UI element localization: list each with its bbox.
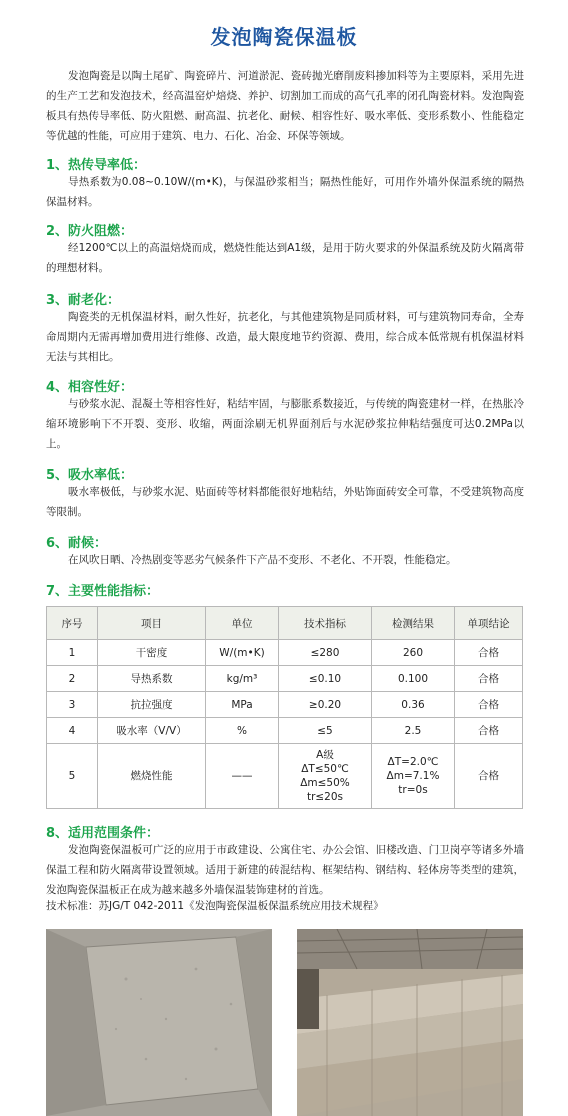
section-text-5: 吸水率极低，与砂浆水泥、贴面砖等材料都能很好地粘结，外贴饰面砖安全可靠，不受建筑物高度等限制。 <box>46 486 524 518</box>
cell-result: 2.5 <box>372 718 455 744</box>
cell-index: 5 <box>47 744 98 809</box>
col-header-conclusion: 单项结论 <box>455 607 523 640</box>
cell-spec: ≤5 <box>279 718 372 744</box>
section-text-6: 在风吹日晒、冷热剧变等恶劣气候条件下产品不变形、不老化、不开裂，性能稳定。 <box>68 554 457 566</box>
cell-spec: ≥0.20 <box>279 692 372 718</box>
cell-item: 燃烧性能 <box>98 744 206 809</box>
section-text-8: 发泡陶瓷保温板可广泛的应用于市政建设、公寓住宅、办公会馆、旧楼改造、门卫岗亭等诸多外墙保温工程和防火隔离带设置领域。适用于新建的砖混结构、框架结构、钢结构、轻体房等类型的建筑，发泡陶瓷保温板正在成为越来越多外墙保温装饰建材的首选。 <box>46 844 524 896</box>
cell-conclusion: 合格 <box>455 692 523 718</box>
cell-index: 4 <box>47 718 98 744</box>
cell-spec: ≤0.10 <box>279 666 372 692</box>
product-board-image <box>46 929 272 1116</box>
technical-standard: 技术标准：苏JG/T 042-2011《发泡陶瓷保温板保温系统应用技术规程》 <box>46 900 384 912</box>
table-row <box>47 666 523 692</box>
cell-conclusion: 合格 <box>455 718 523 744</box>
section-text-3: 陶瓷类的无机保温材料，耐久性好，抗老化，与其他建筑物是同质材料，可与建筑物同寿命，全寿命周期内无需再增加费用进行维修、改造，最大限度地节约资源、费用，综合成本低常规有机保温材料无法与其相比。 <box>46 311 524 363</box>
section-heading-1: 1、热传导率低： <box>46 158 147 173</box>
cell-item: 干密度 <box>98 640 206 666</box>
section-text-4: 与砂浆水泥、混凝土等相容性好，粘结牢固，与膨胀系数接近，与传统的陶瓷建材一样，在热胀冷缩环境影响下不开裂、变形、收缩，两面涂刷无机界面剂后与水泥砂浆拉伸粘结强度可达0.2MPa以上。 <box>46 398 524 450</box>
section-heading-8: 8、适用范围条件： <box>46 826 160 841</box>
table-header-row <box>47 607 523 640</box>
cell-conclusion: 合格 <box>455 666 523 692</box>
cell-index: 2 <box>47 666 98 692</box>
cell-unit: kg/m³ <box>206 666 279 692</box>
col-header-item: 项目 <box>98 607 206 640</box>
page-title: 发泡陶瓷保温板 <box>210 25 358 49</box>
col-header-spec: 技术指标 <box>279 607 372 640</box>
table-row <box>47 640 523 666</box>
section-heading-5: 5、吸水率低： <box>46 468 134 483</box>
cell-spec: ≤280 <box>279 640 372 666</box>
table-row <box>47 692 523 718</box>
table-row <box>47 718 523 744</box>
section-heading-2: 2、防火阻燃： <box>46 224 134 239</box>
cell-unit: —— <box>206 744 279 809</box>
cell-result: 0.36 <box>372 692 455 718</box>
warehouse-stack-photo <box>297 929 523 1116</box>
intro-paragraph: 发泡陶瓷是以陶土尾矿、陶瓷碎片、河道淤泥、瓷砖抛光磨削废料掺加料等为主要原料，采用先进的生产工艺和发泡技术，经高温窑炉焙烧、养护、切割加工而成的高气孔率的闭孔陶瓷材料。发泡陶瓷板具有热传导率低、防火阻燃、耐高温、抗老化、耐候、相容性好、吸水率低、变形系数小、性能稳定等优越的性能，可应用于建筑、电力、石化、冶金、环保等领域。 <box>46 70 524 142</box>
cell-item: 导热系数 <box>98 666 206 692</box>
table-row <box>47 744 523 809</box>
section-heading-4: 4、相容性好： <box>46 380 134 395</box>
cell-conclusion: 合格 <box>455 744 523 809</box>
cell-result: 0.100 <box>372 666 455 692</box>
section-text-1: 导热系数为0.08~0.10W/(m•K)，与保温砂浆相当；隔热性能好，可用作外墙外保温系统的隔热保温材料。 <box>46 176 524 208</box>
cell-unit: % <box>206 718 279 744</box>
cell-spec: A级 ΔT≤50℃ Δm≤50% tr≤20s <box>279 744 372 809</box>
col-header-index: 序号 <box>47 607 98 640</box>
cell-unit: MPa <box>206 692 279 718</box>
cell-unit: W/(m•K) <box>206 640 279 666</box>
section-heading-7: 7、主要性能指标： <box>46 584 160 599</box>
cell-conclusion: 合格 <box>455 640 523 666</box>
section-heading-3: 3、耐老化： <box>46 293 121 308</box>
warehouse-stack-image <box>297 929 523 1116</box>
performance-table <box>46 606 523 809</box>
cell-index: 3 <box>47 692 98 718</box>
col-header-result: 检测结果 <box>372 607 455 640</box>
col-header-unit: 单位 <box>206 607 279 640</box>
cell-result: ΔT=2.0℃ Δm=7.1% tr=0s <box>372 744 455 809</box>
cell-item: 吸水率（V/V） <box>98 718 206 744</box>
cell-result: 260 <box>372 640 455 666</box>
cell-item: 抗拉强度 <box>98 692 206 718</box>
section-heading-6: 6、耐候： <box>46 536 108 551</box>
product-board-photo <box>46 929 272 1116</box>
cell-index: 1 <box>47 640 98 666</box>
section-text-2: 经1200℃以上的高温焙烧而成，燃烧性能达到A1级，是用于防火要求的外保温系统及防火隔离带的理想材料。 <box>46 242 524 274</box>
